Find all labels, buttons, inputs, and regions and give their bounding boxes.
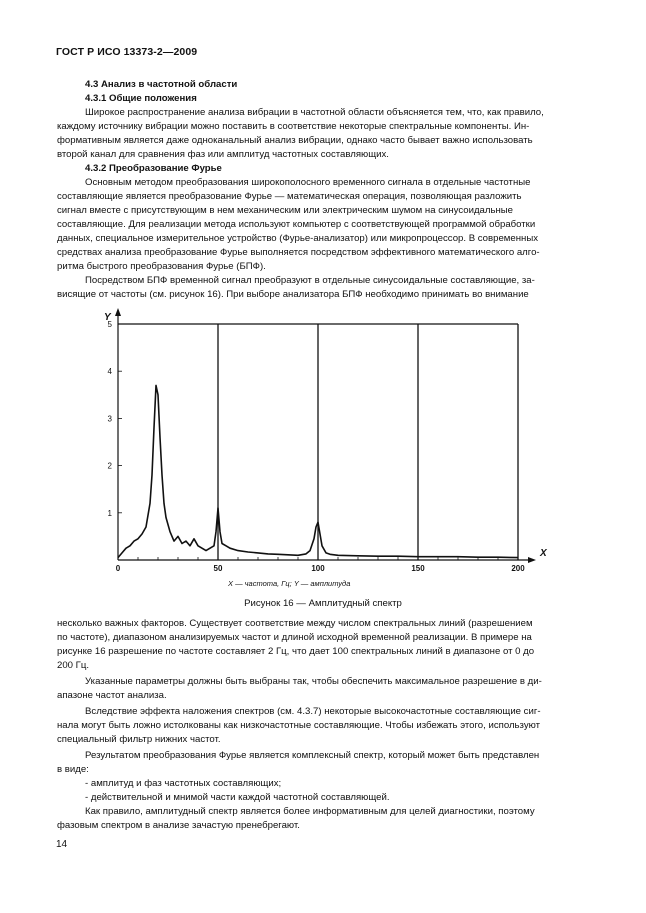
document-header: ГОСТ Р ИСО 13373-2—2009 (56, 46, 198, 58)
text-line: данных, специальное измерительное устройство (Фурье-анализатор) или микропроцессор. В современных (57, 233, 539, 244)
text-line: специальный фильтр нижних частот. (57, 734, 221, 745)
x-tick-label: 150 (411, 564, 425, 573)
paragraph-4-3-2-a (57, 176, 593, 274)
y-axis-arrow (115, 308, 121, 316)
section-lower-text (57, 617, 593, 833)
text-line: апазоне частот анализа. (57, 690, 167, 701)
text-line: каждому источнику вибрации можно поставить в соответствие некоторые спектральные компоненты. Ин- (57, 121, 530, 132)
text-line: формативным является даже одноканальный анализ вибрации, однако часто бывает важно использовать (57, 135, 533, 146)
figure-caption: Рисунок 16 — Амплитудный спектр (244, 598, 402, 609)
section-upper-text (57, 78, 593, 302)
paragraph-result (57, 749, 593, 777)
y-tick-label: 4 (107, 367, 112, 377)
text-line: сигнал вместе с присутствующим в нем механическим или электрическим шумом на синусоидальные (57, 205, 513, 216)
y-axis-label: Y (104, 312, 111, 323)
chart-svg (100, 304, 560, 584)
text-line: 200 Гц. (57, 660, 90, 671)
list-item: - амплитуд и фаз частотных составляющих; (85, 778, 282, 789)
x-axis-label: X (540, 548, 547, 559)
paragraph-continued (57, 617, 593, 673)
text-line: средствах анализа преобразование Фурье выполняется посредством эффективного математического алго- (57, 247, 540, 258)
figure-axis-caption: X — частота, Гц; Y — амплитуда (228, 579, 351, 588)
x-tick-label: 100 (311, 564, 325, 573)
text-line: Как правило, амплитудный спектр является более информативным для целей диагностики, поэтому (85, 806, 535, 817)
x-tick-label: 200 (511, 564, 525, 573)
text-line: нала могут быть ложно истолкованы как низкочастотные составляющие. Чтобы избежать этого, используют (57, 720, 541, 731)
text-line: по частоте), диапазоном анализируемых частот и длиной исходной временной реализации. В примере на (57, 632, 532, 643)
x-tick-label: 0 (115, 564, 121, 573)
text-line: Широкое распространение анализа вибрации в частотной области объясняется тем, что, как правило, (85, 107, 544, 118)
text-line: второй канал для сравнения фаз или амплитуд частотных составляющих. (57, 149, 389, 160)
text-line: несколько важных факторов. Существует соответствие между числом спектральных линий (разрешением (57, 618, 533, 629)
x-axis-arrow (528, 557, 536, 563)
text-line: составляющие. Для реализации метода используют компьютер с соответствующей программой обработки (57, 219, 536, 230)
paragraph-conclusion (57, 805, 593, 833)
text-line: Вследствие эффекта наложения спектров (см. 4.3.7) некоторые высокочастотные составляющие сиг- (85, 706, 541, 717)
text-line: составляющие является преобразование Фурье — математическая операция, позволяющая разложить (57, 191, 522, 202)
section-4-3-1-title: 4.3.1 Общие положения (85, 93, 197, 104)
text-line: Указанные параметры должны быть выбраны так, чтобы обеспечить максимальное разрешение в ди- (85, 676, 542, 687)
amplitude-spectrum-chart (100, 304, 560, 584)
x-tick-label: 50 (213, 564, 223, 573)
text-line: Результатом преобразования Фурье является комплексный спектр, который может быть представлен (85, 750, 540, 761)
text-line: Посредством БПФ временной сигнал преобразуют в отдельные синусоидальные составляющие, за- (85, 275, 535, 286)
section-4-3-title: 4.3 Анализ в частотной области (85, 79, 238, 90)
text-line: рисунке 16 разрешение по частоте составляет 2 Гц, что дает 100 спектральных линий в диапазоне от 0 до (57, 646, 535, 657)
list (85, 777, 593, 805)
paragraph-4-3-1 (57, 106, 593, 162)
y-tick-label: 1 (107, 508, 112, 518)
section-4-3-2-title: 4.3.2 Преобразование Фурье (85, 163, 222, 174)
text-line: Основным методом преобразования широкополосного временного сигнала в отдельные частотные (85, 177, 531, 188)
y-tick-label: 3 (107, 414, 112, 424)
text-line: ритма быстрого преобразования Фурье (БПФ). (57, 261, 266, 272)
y-tick-label: 2 (107, 461, 112, 471)
paragraph-4-3-2-b (57, 274, 593, 302)
paragraph-parameters (57, 675, 593, 703)
paragraph-aliasing (57, 705, 593, 747)
text-line: висящие от частоты (см. рисунок 16). При выборе анализатора БПФ необходимо принимать во внимание (57, 289, 529, 300)
y-tick-label: 5 (107, 320, 112, 329)
text-line: фазовым спектром в анализе зачастую пренебрегают. (57, 820, 300, 831)
text-line: в виде: (57, 764, 89, 775)
page-number: 14 (56, 839, 68, 850)
list-item: - действительной и мнимой части каждой частотной составляющей. (85, 792, 390, 803)
